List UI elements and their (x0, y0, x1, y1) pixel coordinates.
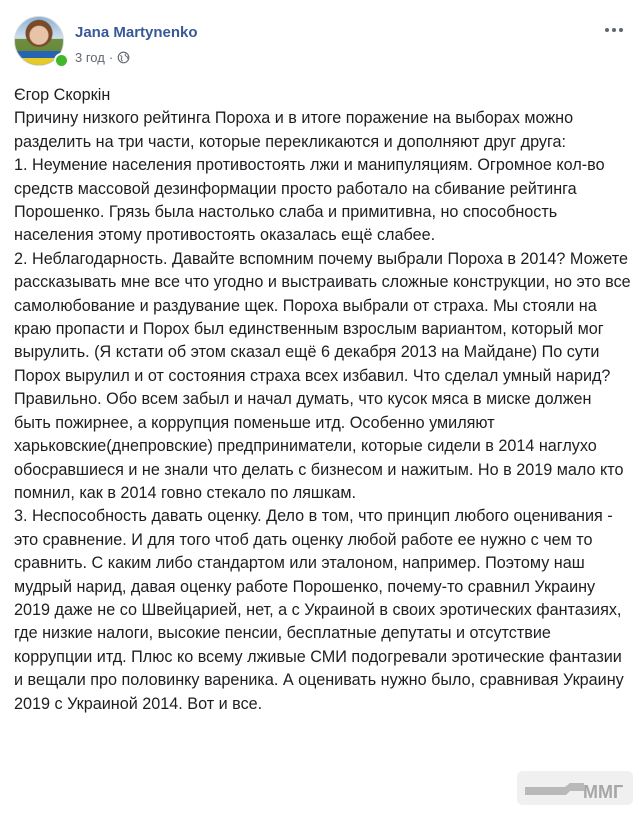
post-header (14, 14, 631, 66)
more-dot (605, 28, 609, 32)
more-dot (612, 28, 616, 32)
post-text (14, 84, 632, 716)
more-dot (619, 28, 623, 32)
author-name[interactable]: Jana Martynenko (75, 24, 198, 41)
post-meta: 3 год · (75, 50, 130, 65)
online-status-icon (54, 53, 69, 68)
post-paragraph: Єгор Скоркін (14, 86, 111, 104)
post-paragraph: 2. Неблагодарность. Давайте вспомним почему выбрали Пороха в 2014? Можете рассказывать мне все что угодно и выстраивать сложные конструкции, но это все самолюбование и раздувание щек. Пороха выбрали от страха. Мы стояли на краю пропасти и Порох был единственным взрослым вариантом, который мог вырулить. (Я кстати об этом сказал ещё 6 декабря 2013 на Майдане) По сути Порох вырулил и от состояния страха всех избавил. Что сделал умный нарид? Правильно. Обо всем забыл и начал думать, что кусок мяса в миске должен быть пожирнее, а коррупция поменьше итд. Особенно умиляют харьковские(днепровские) предприниматели, которые сидели в 2014 наглухо обосравшиеся и не знали что делать с бизнесом и нажитым. Но в 2019 мало кто помнил, как в 2014 говно стекало по ляшкам. (14, 249, 631, 502)
post-paragraph: 3. Неспособность давать оценку. Дело в том, что принцип любого оценивания - это сравнение. И для того чтоб дать оценку любой работе ее нужно с чем то сравнить. С каким либо стандартом или эталоном, например. Поэтому наш мудрый нарид, давая оценку работе Порошенко, почему-то сравнил Украину 2019 даже не со Швейцарией, нет, а с Украиной в своих эротических фантазиях, где низкие налоги, высокие пенсии, бесплатные депутаты и отсутствие коррупции итд. Плюс ко всему лживые СМИ подогревали эротические фантазии и вещали про половинку вареника. А оценивать нужно было, сравнивая Украину 2019 с Украиной 2014. Вот и все. (14, 507, 624, 713)
post-paragraph: Причину низкого рейтинга Пороха и в итоге поражение на выборах можно разделить на три части, которые перекликаются и дополняют друг друга: (14, 109, 574, 151)
post-paragraph: 1. Неумение населения противостоять лжи и манипуляциям. Огромное кол-во средств массовой дезинформации просто работало на сбивание рейтинга Порошенко. Грязь была настолько слаба и примитивна, но способность населения этому противостоять оказалась ещё слабее. (14, 156, 605, 245)
post-time[interactable]: 3 год (75, 50, 105, 65)
mmg-logo (515, 763, 635, 811)
watermark-text: ММГ (583, 782, 624, 802)
globe-icon[interactable] (117, 51, 130, 64)
more-options-button[interactable] (601, 20, 627, 40)
avatar-container[interactable] (14, 14, 66, 66)
